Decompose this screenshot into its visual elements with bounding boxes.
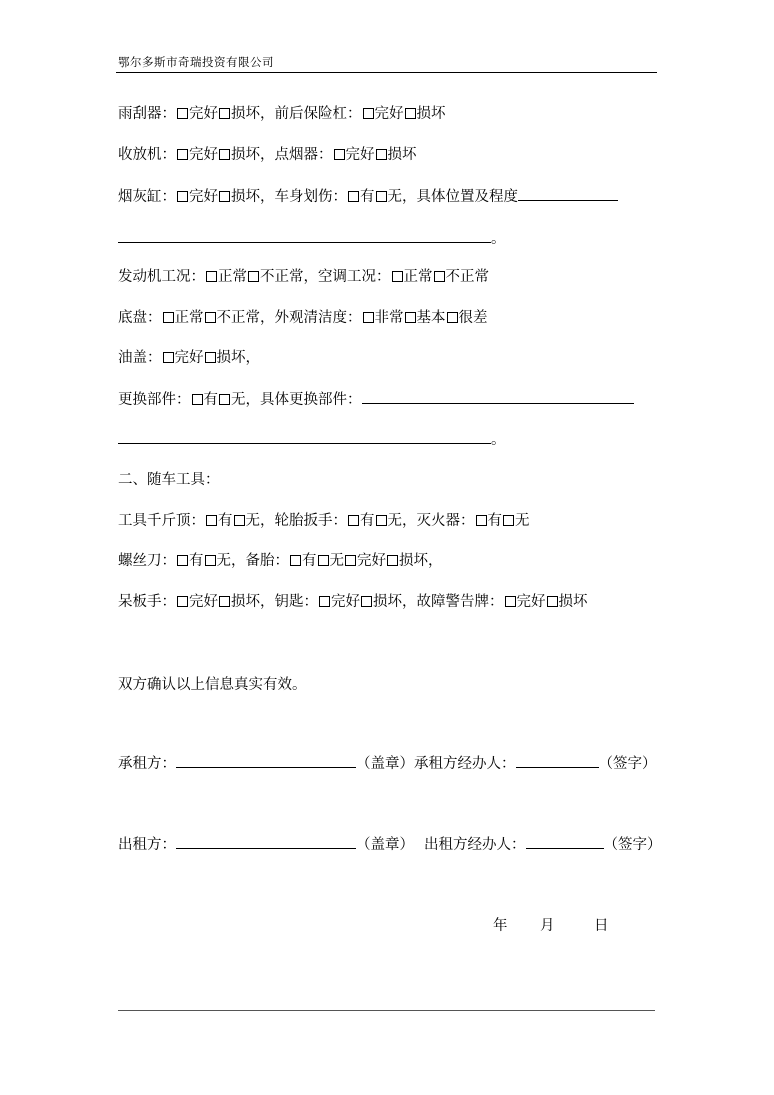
confirmation-statement: 双方确认以上信息真实有效。 xyxy=(118,677,307,693)
option-text: 有 xyxy=(189,553,204,569)
line-jack-wrench-extinguisher xyxy=(118,511,530,531)
option-text: 正常 xyxy=(218,269,247,285)
label-text: 损坏，钥匙： xyxy=(231,594,318,610)
checkbox[interactable] xyxy=(447,312,458,323)
lessee-signature-row xyxy=(118,753,657,774)
label-text: 无，具体更换部件： xyxy=(231,392,362,408)
option-text: 正常 xyxy=(403,269,433,285)
label-text: 无，轮胎扳手： xyxy=(245,513,347,529)
checkbox[interactable] xyxy=(205,352,216,363)
checkbox[interactable] xyxy=(363,312,374,323)
sign-label: （签字） xyxy=(598,756,657,772)
checkbox[interactable] xyxy=(503,515,514,526)
option-text: 正常 xyxy=(174,310,204,326)
checkbox[interactable] xyxy=(376,191,387,202)
option-text: 完好 xyxy=(357,553,386,569)
line-chassis-cleanliness xyxy=(118,308,488,328)
checkbox[interactable] xyxy=(376,515,387,526)
checkbox[interactable] xyxy=(505,596,516,607)
lessee-stamp-agent-label: （盖章）承租方经办人： xyxy=(356,756,516,772)
footer-divider xyxy=(118,1010,655,1011)
checkbox[interactable] xyxy=(319,596,330,607)
lessee-agent-field[interactable] xyxy=(516,753,599,768)
checkbox[interactable] xyxy=(177,596,188,607)
label-text: 损坏，车身划伤： xyxy=(231,189,347,205)
date-year: 年 xyxy=(493,918,508,934)
option-text: 完好 xyxy=(331,594,360,610)
option-text: 损坏 xyxy=(416,106,446,122)
checkbox[interactable] xyxy=(318,555,329,566)
option-text: 有 xyxy=(218,513,233,529)
label-text: 不正常，外观清洁度： xyxy=(216,310,362,326)
checkbox[interactable] xyxy=(387,555,398,566)
option-text: 完好 xyxy=(516,594,546,610)
sign-label: （签字） xyxy=(603,837,662,853)
checkbox[interactable] xyxy=(290,555,301,566)
label-text: 损坏，前后保险杠： xyxy=(231,106,362,122)
line-replaced-parts xyxy=(118,389,634,410)
checkbox[interactable] xyxy=(547,596,558,607)
label-text: 发动机工况： xyxy=(118,269,205,285)
label-text: 无，备胎： xyxy=(216,553,289,569)
checkbox[interactable] xyxy=(192,394,203,405)
label-text: 无，具体位置及程度 xyxy=(387,189,518,205)
checkbox[interactable] xyxy=(348,515,359,526)
checkbox[interactable] xyxy=(361,596,372,607)
label-text: 螺丝刀： xyxy=(118,553,176,569)
line-parts-continued xyxy=(118,429,506,450)
option-text: 有 xyxy=(203,392,218,408)
option-text: 不正常 xyxy=(445,269,489,285)
option-text: 无 xyxy=(515,513,530,529)
checkbox[interactable] xyxy=(177,191,188,202)
lessor-agent-field[interactable] xyxy=(526,834,604,849)
label-text: 损坏，点烟器： xyxy=(231,147,333,163)
line-engine-ac xyxy=(118,267,489,287)
checkbox[interactable] xyxy=(392,271,403,282)
checkbox[interactable] xyxy=(163,352,174,363)
option-text: 完好 xyxy=(189,189,218,205)
label-text: 更换部件： xyxy=(118,392,191,408)
scratch-detail-field-continued[interactable] xyxy=(118,228,491,243)
checkbox[interactable] xyxy=(205,312,216,323)
checkbox[interactable] xyxy=(476,515,487,526)
label-text: 收放机： xyxy=(118,147,176,163)
checkbox[interactable] xyxy=(219,596,230,607)
checkbox[interactable] xyxy=(405,108,416,119)
lessee-name-field[interactable] xyxy=(176,753,356,768)
label-text: 烟灰缸： xyxy=(118,189,176,205)
checkbox[interactable] xyxy=(219,191,230,202)
option-text: 有 xyxy=(302,553,317,569)
line-screwdriver-spare xyxy=(118,551,443,571)
option-text: 无 xyxy=(329,553,344,569)
line-spanner-key-triangle xyxy=(118,592,588,612)
lessor-label: 出租方： xyxy=(118,837,176,853)
label-text: 呆板手： xyxy=(118,594,176,610)
lessor-agent-label: 出租方经办人： xyxy=(424,837,526,853)
checkbox[interactable] xyxy=(363,108,374,119)
label-text: 雨刮器： xyxy=(118,106,176,122)
option-text: 损坏 xyxy=(558,594,588,610)
option-text: 损坏 xyxy=(387,147,417,163)
scratch-detail-field[interactable] xyxy=(518,186,618,201)
option-text: 有 xyxy=(360,189,375,205)
option-text: 完好 xyxy=(189,147,218,163)
line-wiper-bumper xyxy=(118,104,446,124)
checkbox[interactable] xyxy=(219,394,230,405)
label-text: 无，灭火器： xyxy=(387,513,475,529)
checkbox[interactable] xyxy=(405,312,416,323)
option-text: 非常 xyxy=(374,310,404,326)
checkbox[interactable] xyxy=(205,555,216,566)
option-text: 有 xyxy=(360,513,375,529)
line-fuel-cap xyxy=(118,348,260,368)
lessor-signature-row xyxy=(118,834,662,855)
checkbox[interactable] xyxy=(334,149,345,160)
option-text: 损坏， xyxy=(216,350,260,366)
option-text: 损坏， xyxy=(399,553,443,569)
checkbox[interactable] xyxy=(206,515,217,526)
checkbox[interactable] xyxy=(163,312,174,323)
option-text: 完好 xyxy=(189,106,218,122)
checkbox[interactable] xyxy=(177,149,188,160)
checkbox[interactable] xyxy=(219,149,230,160)
label-text: 损坏，故障警告牌： xyxy=(373,594,504,610)
period: 。 xyxy=(491,432,506,448)
label-text: 底盘： xyxy=(118,310,162,326)
date-month: 月 xyxy=(540,918,555,934)
company-name: 鄂尔多斯市奇瑞投资有限公司 xyxy=(118,55,274,69)
option-text: 完好 xyxy=(189,594,218,610)
label-text: 油盖： xyxy=(118,350,162,366)
checkbox[interactable] xyxy=(434,271,445,282)
checkbox[interactable] xyxy=(248,271,259,282)
stamp-label: （盖章） xyxy=(356,837,414,853)
checkbox[interactable] xyxy=(206,271,217,282)
checkbox[interactable] xyxy=(177,108,188,119)
replaced-parts-field-continued[interactable] xyxy=(118,429,491,444)
option-text: 基本 xyxy=(416,310,446,326)
option-text: 完好 xyxy=(345,147,375,163)
label-text: 不正常，空调工况： xyxy=(260,269,391,285)
line-ashtray-scratch xyxy=(118,186,618,207)
line-radio-lighter xyxy=(118,145,417,165)
period: 。 xyxy=(491,231,506,247)
lessee-label: 承租方： xyxy=(118,756,176,772)
lessor-name-field[interactable] xyxy=(176,834,356,849)
checkbox[interactable] xyxy=(348,191,359,202)
checkbox[interactable] xyxy=(219,108,230,119)
option-text: 有 xyxy=(487,513,502,529)
option-text: 完好 xyxy=(174,350,204,366)
checkbox[interactable] xyxy=(177,555,188,566)
option-text: 完好 xyxy=(374,106,404,122)
option-text: 很差 xyxy=(458,310,488,326)
replaced-parts-field[interactable] xyxy=(362,389,634,404)
page-header xyxy=(116,52,657,73)
line-scratch-continued xyxy=(118,228,506,249)
checkbox[interactable] xyxy=(234,515,245,526)
checkbox[interactable] xyxy=(376,149,387,160)
date-day: 日 xyxy=(594,918,609,934)
checkbox[interactable] xyxy=(345,555,356,566)
section-title-tools: 二、随车工具： xyxy=(118,472,220,488)
label-text: 工具千斤顶： xyxy=(118,513,205,529)
